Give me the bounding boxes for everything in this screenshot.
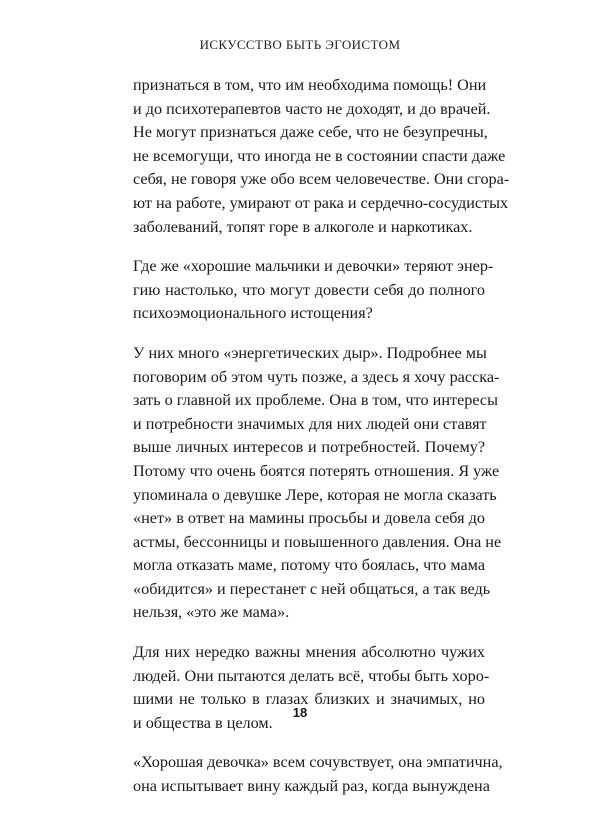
text-line: «нет» в ответ на мамины просьбы и довела себя до [133, 509, 485, 528]
text-line: заболеваний, топят горе в алкоголе и наркотиках. [133, 217, 473, 236]
text-line: шими не только в глазах близких и значимых, но [133, 690, 485, 709]
text-line: Где же «хорошие мальчики и девочки» теряют энер- [133, 257, 494, 276]
text-line: нельзя, «это же мама». [133, 603, 290, 622]
paragraph [133, 751, 503, 798]
text-line: гию настолько, что могут довести себя до полного [133, 280, 485, 299]
paragraph [133, 255, 494, 326]
page-number: 18 [292, 705, 308, 720]
text-line: не всемогущи, что иногда не в состоянии спасти даже [133, 146, 506, 165]
text-line: она испытывает вину каждый раз, когда вынуждена [133, 777, 490, 796]
text-line: признаться в том, что им необходима помощь! Они [133, 76, 487, 94]
text-line: и общества в целом. [133, 713, 273, 732]
text-line: поговорим об этом чуть позже, а здесь я хочу расска- [133, 367, 500, 386]
text-line: упоминала о девушке Лере, которая не могла сказать [133, 485, 497, 504]
text-line: людей. Они пытаются делать всё, чтобы быть хоро- [133, 666, 490, 685]
text-line: выше личных интересов и потребностей. Почему? [133, 438, 485, 457]
body-text [133, 74, 510, 815]
text-line: Не могут признаться даже себе, что не безупречны, [133, 123, 488, 142]
text-line: и до психотерапевтов часто не доходят, и до врачей. [133, 99, 491, 118]
running-head: ИСКУССТВО БЫТЬ ЭГОИСТОМ [199, 37, 401, 52]
text-line: Потому что очень боятся потерять отношения. Я уже [133, 461, 500, 480]
paragraph [133, 342, 502, 625]
text-line: и потребности значимых для них людей они ставят [133, 414, 487, 433]
text-line: У них много «энергетических дыр». Подробнее мы [133, 343, 487, 362]
text-line: зать о главной их проблеме. Она в том, что интересы [133, 391, 498, 410]
text-line: Для них нередко важны мнения абсолютно чужих [133, 643, 485, 662]
text-line: ют на работе, умирают от рака и сердечно-сосудистых [133, 193, 509, 212]
text-line: «обидится» и перестанет с ней общаться, а так ведь [133, 579, 491, 598]
text-line: психоэмоционального истощения? [133, 304, 373, 323]
paragraph [133, 74, 510, 239]
text-line: могла отказать маме, потому что боялась, что мама [133, 556, 485, 575]
text-line: себя, не говоря уже обо всем человечестве. Они сгора- [133, 170, 510, 189]
text-line: «Хорошая девочка» всем сочувствует, она эмпатична, [133, 753, 503, 772]
text-line: астмы, бессонницы и повышенного давления. Она не [133, 532, 502, 551]
paragraph [133, 641, 490, 735]
